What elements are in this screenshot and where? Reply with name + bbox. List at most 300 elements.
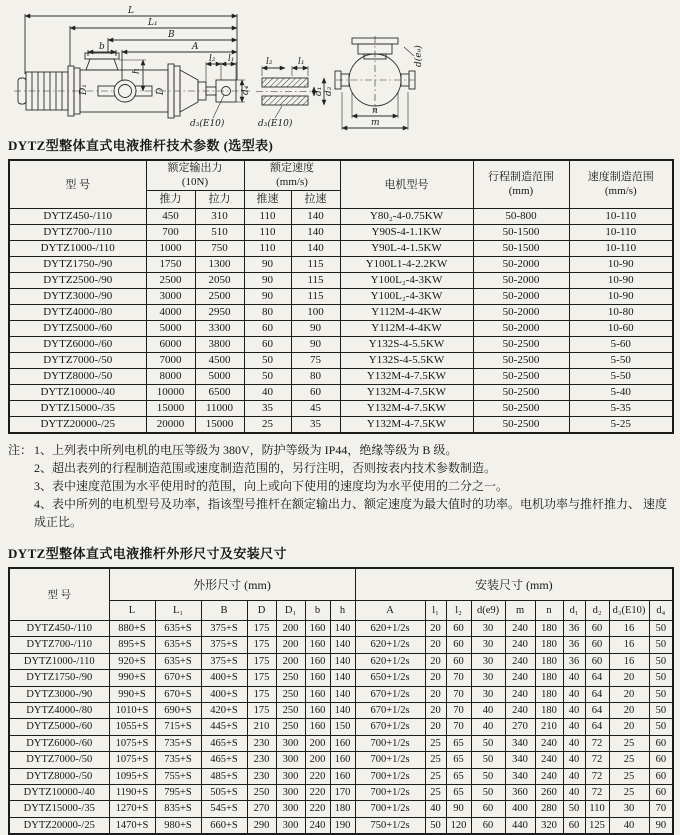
value-cell: 1300: [195, 256, 244, 272]
column-header: b: [305, 601, 330, 621]
value-cell: 120: [446, 817, 471, 834]
section1-title: DYTZ型整体直式电液推杆技术参数 (选型表): [8, 135, 680, 154]
value-cell: 505+S: [201, 785, 247, 801]
col-model: 型 号: [9, 568, 109, 621]
dim-label-m: m: [371, 118, 380, 128]
value-cell: 50: [471, 735, 505, 751]
value-cell: 40: [471, 703, 505, 719]
value-cell: 340: [505, 768, 535, 784]
col-push-force: 推力: [146, 190, 195, 208]
col-group-outer-dimensions: 外形尺寸 (mm): [109, 568, 355, 601]
value-cell: Y132M-4-7.5KW: [340, 416, 473, 433]
value-cell: 240: [535, 768, 563, 784]
table2-body: [9, 621, 673, 835]
dim-label-d3: d₃(E10): [190, 118, 225, 129]
value-cell: Y132M-4-7.5KW: [340, 384, 473, 400]
value-cell: 2950: [195, 304, 244, 320]
value-cell: 50-1500: [473, 224, 569, 240]
table-row: [9, 653, 673, 669]
value-cell: 72: [585, 785, 609, 801]
value-cell: 880+S: [109, 621, 155, 637]
dim-label-l1: l₁: [228, 54, 235, 64]
value-cell: 920+S: [109, 653, 155, 669]
rated-speed-label: 额定速度: [245, 161, 340, 175]
model-cell: DYTZ8000-/50: [9, 368, 146, 384]
value-cell: 445+S: [201, 719, 247, 735]
value-cell: 240: [505, 621, 535, 637]
value-cell: 20: [609, 703, 649, 719]
value-cell: 70: [649, 801, 673, 817]
value-cell: 65: [446, 785, 471, 801]
value-cell: 200: [305, 752, 330, 768]
value-cell: 30: [471, 686, 505, 702]
value-cell: 700+1/2s: [355, 785, 425, 801]
value-cell: 50-2500: [473, 368, 569, 384]
value-cell: 20: [425, 621, 446, 637]
table1-body: [9, 208, 673, 433]
value-cell: 115: [291, 272, 340, 288]
value-cell: 40: [563, 735, 585, 751]
value-cell: 1000: [146, 240, 195, 256]
value-cell: 290: [247, 817, 276, 834]
column-header: l₁: [425, 601, 446, 621]
value-cell: 60: [563, 817, 585, 834]
value-cell: 240: [535, 752, 563, 768]
value-cell: 620+1/2s: [355, 653, 425, 669]
column-header: A: [355, 601, 425, 621]
value-cell: 300: [276, 768, 305, 784]
table-row: [9, 336, 673, 352]
value-cell: 230: [247, 752, 276, 768]
value-cell: 340: [505, 752, 535, 768]
value-cell: 180: [535, 653, 563, 669]
value-cell: 30: [471, 637, 505, 653]
value-cell: Y90L-4-1.5KW: [340, 240, 473, 256]
value-cell: Y90S-4-1.1KW: [340, 224, 473, 240]
value-cell: 40: [563, 785, 585, 801]
value-cell: 50: [471, 785, 505, 801]
value-cell: 20: [425, 670, 446, 686]
value-cell: 160: [305, 670, 330, 686]
table-row: [9, 240, 673, 256]
value-cell: 650+1/2s: [355, 670, 425, 686]
value-cell: 420+S: [201, 703, 247, 719]
value-cell: 40: [563, 686, 585, 702]
table-row: [9, 670, 673, 686]
value-cell: 60: [649, 752, 673, 768]
value-cell: 1055+S: [109, 719, 155, 735]
value-cell: 60: [649, 785, 673, 801]
value-cell: 10-90: [569, 256, 673, 272]
model-cell: DYTZ1000-/110: [9, 240, 146, 256]
value-cell: 160: [305, 686, 330, 702]
value-cell: 140: [330, 686, 355, 702]
model-cell: DYTZ3000-/90: [9, 288, 146, 304]
value-cell: 10-60: [569, 320, 673, 336]
notes-prefix: 注：: [8, 441, 34, 531]
value-cell: 50-2000: [473, 288, 569, 304]
value-cell: 140: [330, 637, 355, 653]
value-cell: 6500: [195, 384, 244, 400]
value-cell: 40: [563, 670, 585, 686]
value-cell: 90: [446, 801, 471, 817]
value-cell: 25: [244, 416, 291, 433]
note-3: 3、表中速度范围为水平使用时的范围，向上或向下使用的速度均为水平使用的二分之一。: [34, 477, 668, 495]
value-cell: 30: [609, 801, 649, 817]
value-cell: 50: [649, 719, 673, 735]
value-cell: 110: [244, 224, 291, 240]
table-row: [9, 272, 673, 288]
value-cell: 110: [585, 801, 609, 817]
value-cell: 160: [330, 735, 355, 751]
value-cell: 50-2500: [473, 336, 569, 352]
value-cell: 250: [247, 785, 276, 801]
value-cell: 16: [609, 637, 649, 653]
value-cell: 40: [244, 384, 291, 400]
column-header: B: [201, 601, 247, 621]
value-cell: 60: [649, 768, 673, 784]
value-cell: 340: [505, 735, 535, 751]
value-cell: 250: [276, 703, 305, 719]
value-cell: 50: [425, 817, 446, 834]
value-cell: Y80₂-4-0.75KW: [340, 208, 473, 224]
model-cell: DYTZ20000-/25: [9, 416, 146, 433]
value-cell: 180: [535, 686, 563, 702]
notes-body: [34, 441, 668, 531]
col-motor-model: 电机型号: [340, 160, 473, 208]
stroke-range-unit: (mm): [474, 184, 569, 198]
value-cell: 40: [563, 703, 585, 719]
dim-label-d4: d₄: [241, 85, 251, 95]
column-header: h: [330, 601, 355, 621]
value-cell: 835+S: [155, 801, 201, 817]
value-cell: 50-2500: [473, 416, 569, 433]
model-cell: DYTZ700-/110: [9, 637, 109, 653]
col-rated-speed: [244, 160, 340, 190]
value-cell: 270: [505, 719, 535, 735]
rated-speed-unit: (mm/s): [245, 175, 340, 189]
value-cell: 485+S: [201, 768, 247, 784]
col-stroke-range: [473, 160, 569, 208]
dim-label-d1: d₁: [314, 87, 324, 96]
value-cell: 220: [305, 785, 330, 801]
value-cell: 110: [244, 240, 291, 256]
value-cell: 755+S: [155, 768, 201, 784]
value-cell: 300: [276, 817, 305, 834]
value-cell: 180: [535, 703, 563, 719]
table2-header: [9, 568, 673, 621]
model-cell: DYTZ2500-/90: [9, 272, 146, 288]
value-cell: 700+1/2s: [355, 801, 425, 817]
value-cell: 200: [305, 735, 330, 751]
value-cell: 100: [291, 304, 340, 320]
value-cell: 700+1/2s: [355, 768, 425, 784]
value-cell: 210: [535, 719, 563, 735]
value-cell: 64: [585, 703, 609, 719]
value-cell: 620+1/2s: [355, 621, 425, 637]
value-cell: 240: [505, 670, 535, 686]
model-cell: DYTZ450-/110: [9, 621, 109, 637]
table1-header: [9, 160, 673, 208]
value-cell: 200: [276, 653, 305, 669]
value-cell: 180: [330, 801, 355, 817]
table-row: [9, 352, 673, 368]
value-cell: 64: [585, 686, 609, 702]
value-cell: 25: [425, 768, 446, 784]
value-cell: 10-110: [569, 240, 673, 256]
value-cell: Y132M-4-7.5KW: [340, 400, 473, 416]
dim-label-l2-section: l₂: [266, 57, 273, 67]
value-cell: 5000: [195, 368, 244, 384]
value-cell: 60: [446, 621, 471, 637]
value-cell: 635+S: [155, 621, 201, 637]
value-cell: 50: [649, 621, 673, 637]
value-cell: 25: [609, 768, 649, 784]
value-cell: 16: [609, 653, 649, 669]
value-cell: 160: [305, 653, 330, 669]
value-cell: 90: [244, 272, 291, 288]
value-cell: 25: [425, 752, 446, 768]
value-cell: 160: [330, 752, 355, 768]
value-cell: 465+S: [201, 752, 247, 768]
value-cell: 180: [535, 621, 563, 637]
value-cell: 72: [585, 735, 609, 751]
value-cell: 25: [609, 785, 649, 801]
value-cell: Y132S-4-5.5KW: [340, 336, 473, 352]
value-cell: 465+S: [201, 735, 247, 751]
value-cell: 5-40: [569, 384, 673, 400]
value-cell: 160: [305, 719, 330, 735]
dim-label-A: A: [191, 42, 199, 52]
value-cell: 795+S: [155, 785, 201, 801]
value-cell: 160: [305, 621, 330, 637]
model-cell: DYTZ4000-/80: [9, 304, 146, 320]
value-cell: 15000: [146, 400, 195, 416]
column-header: L₁: [155, 601, 201, 621]
model-cell: DYTZ450-/110: [9, 208, 146, 224]
table-row: [9, 768, 673, 784]
value-cell: 270: [247, 801, 276, 817]
model-cell: DYTZ1000-/110: [9, 653, 109, 669]
technical-parameters-table: [8, 159, 674, 434]
value-cell: 65: [446, 735, 471, 751]
value-cell: 140: [330, 703, 355, 719]
value-cell: 1270+S: [109, 801, 155, 817]
value-cell: 300: [276, 801, 305, 817]
value-cell: 20: [425, 653, 446, 669]
value-cell: 700+1/2s: [355, 735, 425, 751]
value-cell: 15000: [195, 416, 244, 433]
value-cell: 16: [609, 621, 649, 637]
table-row: [9, 686, 673, 702]
table-row: [9, 400, 673, 416]
value-cell: 895+S: [109, 637, 155, 653]
value-cell: 150: [330, 719, 355, 735]
column-header: n: [535, 601, 563, 621]
value-cell: 670+S: [155, 686, 201, 702]
value-cell: 70: [446, 670, 471, 686]
value-cell: 72: [585, 768, 609, 784]
table-row: [9, 719, 673, 735]
value-cell: 20: [425, 686, 446, 702]
dim-label-D1: D₁: [79, 84, 89, 96]
value-cell: 140: [330, 670, 355, 686]
dimensions-table: [8, 567, 674, 835]
value-cell: 5-60: [569, 336, 673, 352]
model-cell: DYTZ15000-/35: [9, 400, 146, 416]
value-cell: 400+S: [201, 686, 247, 702]
value-cell: 200: [276, 637, 305, 653]
value-cell: 25: [609, 752, 649, 768]
value-cell: 670+1/2s: [355, 686, 425, 702]
table-row: [9, 256, 673, 272]
value-cell: 65: [446, 752, 471, 768]
value-cell: 990+S: [109, 670, 155, 686]
column-header: l₂: [446, 601, 471, 621]
value-cell: 50-2500: [473, 384, 569, 400]
dim-label-D: D: [156, 88, 166, 96]
model-cell: DYTZ7000-/50: [9, 752, 109, 768]
value-cell: 30: [471, 670, 505, 686]
speed-range-unit: (mm/s): [570, 184, 673, 198]
value-cell: 60: [446, 653, 471, 669]
speed-range-label: 速度制造范围: [570, 170, 673, 184]
value-cell: 250: [276, 719, 305, 735]
model-cell: DYTZ3000-/90: [9, 686, 109, 702]
value-cell: 50-800: [473, 208, 569, 224]
value-cell: 160: [330, 768, 355, 784]
value-cell: 60: [585, 653, 609, 669]
value-cell: 175: [247, 686, 276, 702]
value-cell: 50-2500: [473, 400, 569, 416]
value-cell: 140: [291, 208, 340, 224]
col-group-install-dimensions: 安装尺寸 (mm): [355, 568, 673, 601]
value-cell: 5-35: [569, 400, 673, 416]
notes: [8, 441, 668, 531]
model-cell: DYTZ700-/110: [9, 224, 146, 240]
column-header: m: [505, 601, 535, 621]
model-cell: DYTZ15000-/35: [9, 801, 109, 817]
value-cell: 360: [505, 785, 535, 801]
value-cell: Y112M-4-4KW: [340, 304, 473, 320]
note-4: 4、表中所列的电机型号及功率，指该型号推杆在额定输出力、额定速度为最大值时的功率。电机功率与推杆推力、 速度成正比。: [34, 495, 668, 531]
table-row: [9, 304, 673, 320]
value-cell: Y112M-4-4KW: [340, 320, 473, 336]
value-cell: 300: [276, 752, 305, 768]
value-cell: 175: [247, 637, 276, 653]
value-cell: 90: [244, 256, 291, 272]
value-cell: 750+1/2s: [355, 817, 425, 834]
value-cell: 190: [330, 817, 355, 834]
value-cell: Y100L₂-4-3KW: [340, 288, 473, 304]
model-cell: DYTZ20000-/25: [9, 817, 109, 834]
value-cell: 50: [649, 670, 673, 686]
value-cell: 65: [446, 768, 471, 784]
value-cell: 50-2000: [473, 272, 569, 288]
value-cell: 250: [276, 686, 305, 702]
value-cell: 10-110: [569, 224, 673, 240]
value-cell: 375+S: [201, 621, 247, 637]
value-cell: Y100L1-4-2.2KW: [340, 256, 473, 272]
value-cell: 240: [505, 637, 535, 653]
value-cell: 10-90: [569, 288, 673, 304]
value-cell: 50-1500: [473, 240, 569, 256]
value-cell: 8000: [146, 368, 195, 384]
table-row: [9, 288, 673, 304]
value-cell: 250: [276, 670, 305, 686]
value-cell: 210: [247, 719, 276, 735]
column-header: D: [247, 601, 276, 621]
value-cell: 450: [146, 208, 195, 224]
value-cell: 700: [146, 224, 195, 240]
value-cell: 670+S: [155, 670, 201, 686]
table-row: [9, 320, 673, 336]
value-cell: 110: [244, 208, 291, 224]
value-cell: 25: [425, 735, 446, 751]
value-cell: 90: [649, 817, 673, 834]
model-cell: DYTZ5000-/60: [9, 320, 146, 336]
value-cell: 180: [535, 670, 563, 686]
value-cell: 90: [291, 336, 340, 352]
value-cell: Y132S-4-5.5KW: [340, 352, 473, 368]
value-cell: 20: [609, 719, 649, 735]
value-cell: 1470+S: [109, 817, 155, 834]
value-cell: 375+S: [201, 637, 247, 653]
value-cell: 50: [649, 637, 673, 653]
value-cell: 170: [330, 785, 355, 801]
table-row: [9, 817, 673, 834]
value-cell: 50-2500: [473, 352, 569, 368]
value-cell: 50: [244, 352, 291, 368]
value-cell: 20: [609, 686, 649, 702]
rated-output-force-unit: (10N): [147, 175, 244, 189]
value-cell: 60: [585, 621, 609, 637]
value-cell: 220: [305, 801, 330, 817]
value-cell: 70: [446, 703, 471, 719]
value-cell: 70: [446, 719, 471, 735]
value-cell: 280: [535, 801, 563, 817]
value-cell: 230: [247, 768, 276, 784]
value-cell: 40: [563, 768, 585, 784]
value-cell: 50-2000: [473, 320, 569, 336]
value-cell: 140: [330, 653, 355, 669]
model-cell: DYTZ5000-/60: [9, 719, 109, 735]
col-pull-speed: 拉速: [291, 190, 340, 208]
value-cell: 1095+S: [109, 768, 155, 784]
value-cell: 6000: [146, 336, 195, 352]
value-cell: 40: [563, 752, 585, 768]
value-cell: 40: [609, 817, 649, 834]
value-cell: 36: [563, 637, 585, 653]
value-cell: 125: [585, 817, 609, 834]
value-cell: 5-25: [569, 416, 673, 433]
value-cell: 1075+S: [109, 752, 155, 768]
table-row: [9, 224, 673, 240]
value-cell: 670+1/2s: [355, 719, 425, 735]
column-header: d₄: [649, 601, 673, 621]
value-cell: 80: [244, 304, 291, 320]
value-cell: 1190+S: [109, 785, 155, 801]
value-cell: 4500: [195, 352, 244, 368]
dim-label-l2: l₂: [209, 54, 216, 64]
column-header: d(e9): [471, 601, 505, 621]
dim-label-B: B: [167, 30, 175, 40]
value-cell: 50: [649, 653, 673, 669]
col-rated-output-force: [146, 160, 244, 190]
value-cell: 175: [247, 621, 276, 637]
value-cell: 200: [276, 621, 305, 637]
value-cell: 300: [276, 735, 305, 751]
